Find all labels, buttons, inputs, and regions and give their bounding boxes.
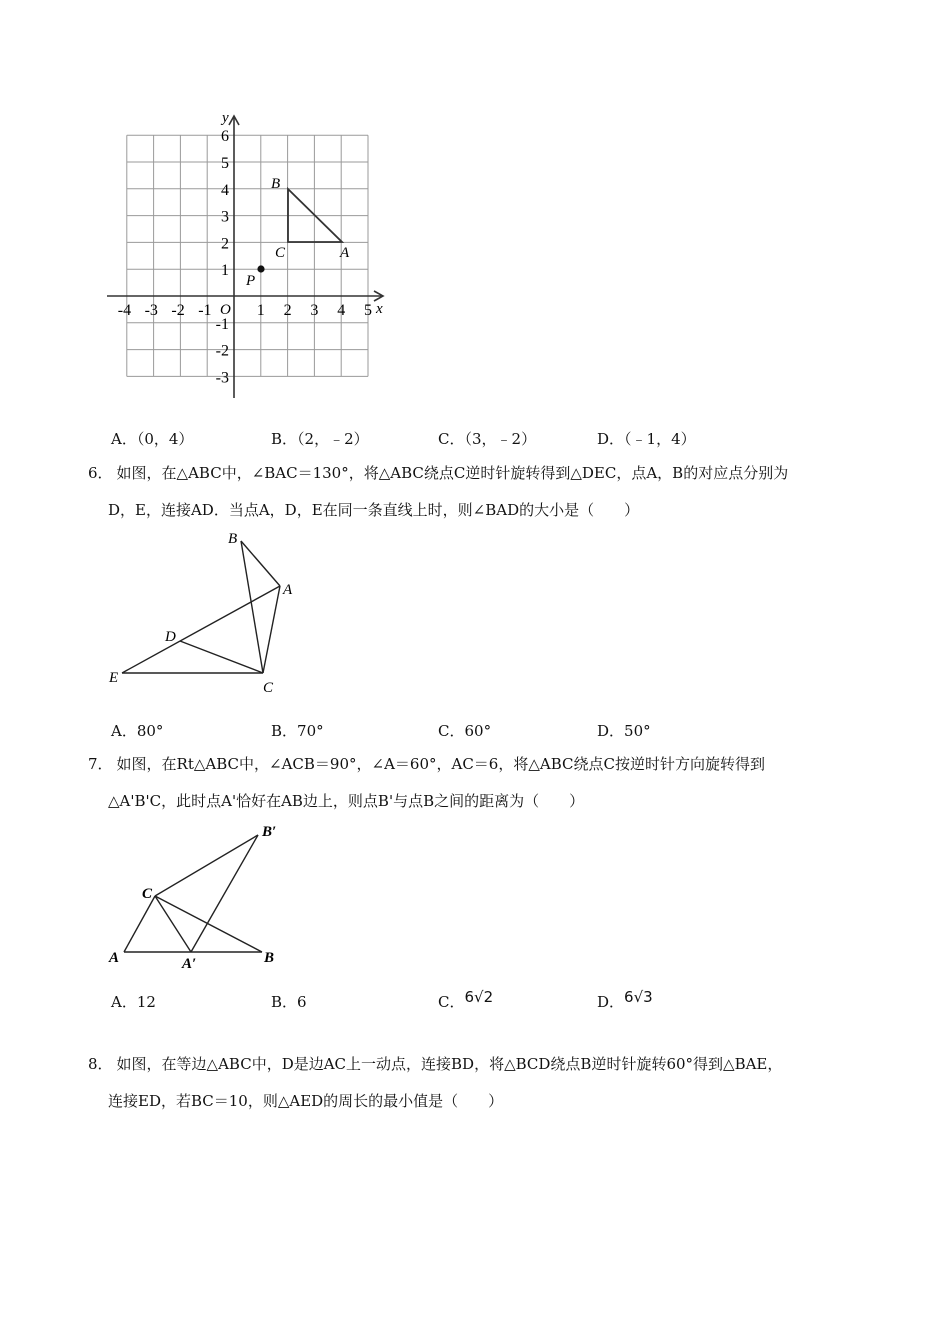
q6-label-c: C bbox=[263, 680, 274, 696]
label-a: A bbox=[340, 245, 350, 261]
q6-label-b: B bbox=[228, 531, 238, 547]
segment-dc bbox=[180, 641, 263, 673]
y-axis-label: y bbox=[222, 110, 229, 126]
q5-option-d[interactable]: D．（﹣1，4） bbox=[597, 430, 696, 448]
x-tick-label: -3 bbox=[144, 302, 158, 319]
q6-option-c[interactable]: C．60° bbox=[438, 722, 492, 740]
segment-ac bbox=[124, 896, 155, 952]
label-b: B bbox=[271, 176, 281, 192]
q6-label-d: D bbox=[165, 629, 176, 645]
x-tick-label: 3 bbox=[310, 302, 319, 319]
x-tick-label: -1 bbox=[198, 302, 212, 319]
question-6-number: 6． bbox=[88, 464, 113, 482]
q7-option-d[interactable]: D．6√3 bbox=[597, 988, 653, 1011]
question-6 bbox=[88, 455, 878, 529]
segment-ac bbox=[263, 586, 280, 673]
grid-lines bbox=[127, 135, 368, 376]
q6-label-a: A bbox=[283, 582, 293, 598]
y-tick-label: 4 bbox=[221, 181, 229, 199]
y-tick-label: 1 bbox=[221, 262, 229, 280]
x-tick-label: -2 bbox=[171, 302, 185, 319]
q6-label-e: E bbox=[109, 670, 119, 686]
x-tick-label: 5 bbox=[364, 302, 372, 319]
q6-option-a[interactable]: A．80° bbox=[111, 722, 164, 740]
segment-a-prime-b-prime bbox=[191, 835, 258, 952]
y-tick-label: 6 bbox=[221, 128, 229, 146]
x-tick-label: 2 bbox=[283, 302, 292, 319]
segment-ca-prime bbox=[155, 896, 191, 952]
y-tick-label: 3 bbox=[221, 208, 229, 226]
q7-label-b-prime: B′ bbox=[262, 824, 277, 840]
segment-bc bbox=[241, 541, 263, 673]
question-8-line-2: 连接ED，若BC＝10，则△AED的周长的最小值是（ ） bbox=[108, 1092, 504, 1110]
label-p: P bbox=[246, 273, 256, 289]
question-6-line-2: D，E，连接AD．当点A，D，E在同一条直线上时，则∠BAD的大小是（ ） bbox=[108, 501, 640, 519]
q5-option-c[interactable]: C．（3，﹣2） bbox=[438, 430, 537, 448]
q7-label-b: B bbox=[264, 950, 275, 966]
x-tick-label: -4 bbox=[117, 302, 132, 319]
q6-option-d[interactable]: D．50° bbox=[597, 722, 651, 740]
question-8 bbox=[88, 1046, 878, 1120]
question-7-number: 7． bbox=[88, 755, 113, 773]
q7-label-c: C bbox=[142, 886, 153, 902]
x-axis-label: x bbox=[376, 301, 383, 317]
q7-label-a-prime: A′ bbox=[182, 956, 197, 972]
q7-option-a[interactable]: A．12 bbox=[111, 993, 156, 1011]
coordinate-grid-figure bbox=[100, 105, 400, 405]
q6-option-b[interactable]: B．70° bbox=[271, 722, 324, 740]
y-tick-label: 5 bbox=[221, 155, 229, 172]
question-7 bbox=[88, 746, 878, 820]
q7-label-a: A bbox=[109, 950, 120, 966]
q7-option-c[interactable]: C．6√2 bbox=[438, 988, 494, 1011]
q6-triangle-figure bbox=[100, 525, 310, 700]
q7-option-b[interactable]: B．6 bbox=[271, 993, 307, 1011]
x-tick-label: 4 bbox=[337, 302, 346, 319]
label-c: C bbox=[275, 245, 286, 261]
x-tick-label: 1 bbox=[256, 302, 265, 319]
y-tick-label: -1 bbox=[215, 315, 229, 333]
q5-option-b[interactable]: B．（2，﹣2） bbox=[271, 430, 369, 448]
y-tick-label: -3 bbox=[215, 369, 229, 387]
q7-triangle-figure bbox=[100, 815, 300, 975]
question-6-line-1: 如图，在△ABC中，∠BAC＝130°，将△ABC绕点C逆时针旋转得到△DEC，点A，B的对应点分别为 bbox=[116, 464, 789, 482]
origin-label: O bbox=[220, 302, 231, 318]
question-7-line-1: 如图，在Rt△ABC中，∠ACB＝90°，∠A＝60°，AC＝6，将△ABC绕点C按逆时针方向旋转得到 bbox=[116, 755, 765, 773]
question-8-line-1: 如图，在等边△ABC中，D是边AC上一动点，连接BD，将△BCD绕点B逆时针旋转60°得到△BAE， bbox=[116, 1055, 783, 1073]
y-tick-label: -2 bbox=[215, 342, 229, 360]
question-8-number: 8． bbox=[88, 1055, 113, 1073]
y-tick-label: 2 bbox=[221, 235, 229, 253]
q5-option-a[interactable]: A．（0，4） bbox=[111, 430, 194, 448]
question-7-line-2: △A'B'C，此时点A'恰好在AB边上，则点B'与点B之间的距离为（ ） bbox=[108, 792, 585, 810]
segment-cb-prime bbox=[155, 835, 258, 896]
segment-cb bbox=[155, 896, 262, 952]
point-p bbox=[257, 265, 264, 272]
